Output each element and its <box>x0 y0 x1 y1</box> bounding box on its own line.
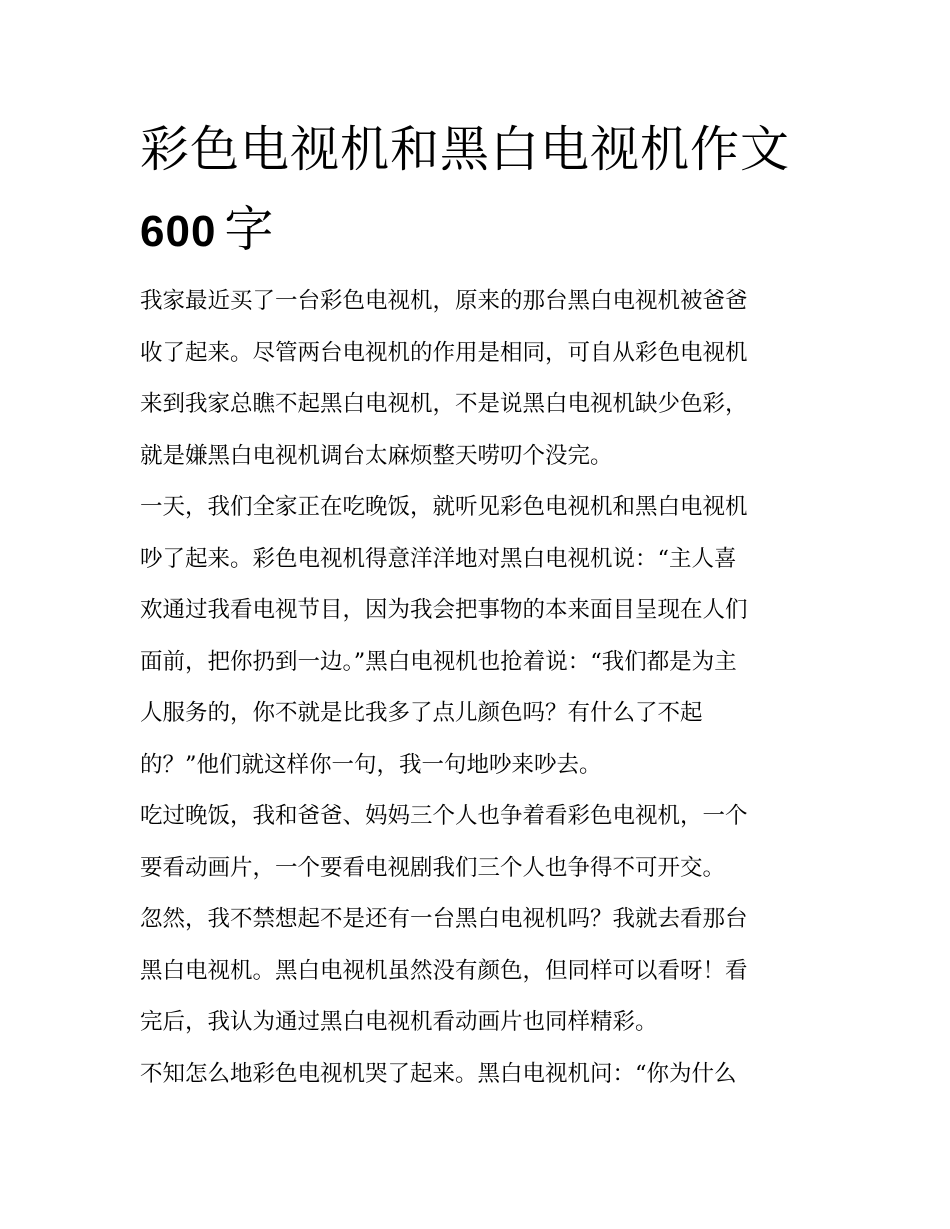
text-line: 面前，把你扔到一边。”黑白电视机也抢着说：“我们都是为主 <box>140 648 737 675</box>
text-line: 我家最近买了一台彩色电视机，原来的那台黑白电视机被爸爸 <box>140 288 748 314</box>
text-line: 欢通过我看电视节目，因为我会把事物的本来面目呈现在人们 <box>140 597 748 623</box>
text-line: 人服务的，你不就是比我多了点儿颜色吗？有什么了不起 <box>140 700 703 726</box>
text-line: 来到我家总瞧不起黑白电视机，不是说黑白电视机缺少色彩， <box>140 391 748 417</box>
text-line: 忽然，我不禁想起不是还有一台黑白电视机吗？我就去看那台 <box>140 906 748 932</box>
text-line: 的？”他们就这样你一句，我一句地吵来吵去。 <box>140 751 602 778</box>
text-line: 要看动画片，一个要看电视剧我们三个人也争得不可开交。 <box>140 854 726 881</box>
text-line: 吵了起来。彩色电视机得意洋洋地对黑白电视机说：“主人喜 <box>140 545 737 572</box>
title-line-1: 彩色电视机和黑白电视机作文 <box>140 121 791 178</box>
text-line: 完后，我认为通过黑白电视机看动画片也同样精彩。 <box>140 1009 658 1035</box>
title-number: 600 <box>140 207 217 256</box>
text-line: 一天，我们全家正在吃晚饭，就听见彩色电视机和黑白电视机 <box>140 494 748 520</box>
document-body <box>140 276 816 1100</box>
text-line: 收了起来。尽管两台电视机的作用是相同，可自从彩色电视机 <box>140 339 748 366</box>
title-suffix: 字 <box>224 201 275 258</box>
text-line: 就是嫌黑白电视机调台太麻烦整天唠叨个没完。 <box>140 442 613 469</box>
text-line: 吃过晚饭，我和爸爸、妈妈三个人也争着看彩色电视机，一个 <box>140 803 748 829</box>
text-line: 不知怎么地彩色电视机哭了起来。黑白电视机问：“你为什么 <box>140 1060 737 1087</box>
document-title <box>140 110 820 272</box>
text-line: 黑白电视机。黑白电视机虽然没有颜色，但同样可以看呀！看 <box>140 957 748 984</box>
